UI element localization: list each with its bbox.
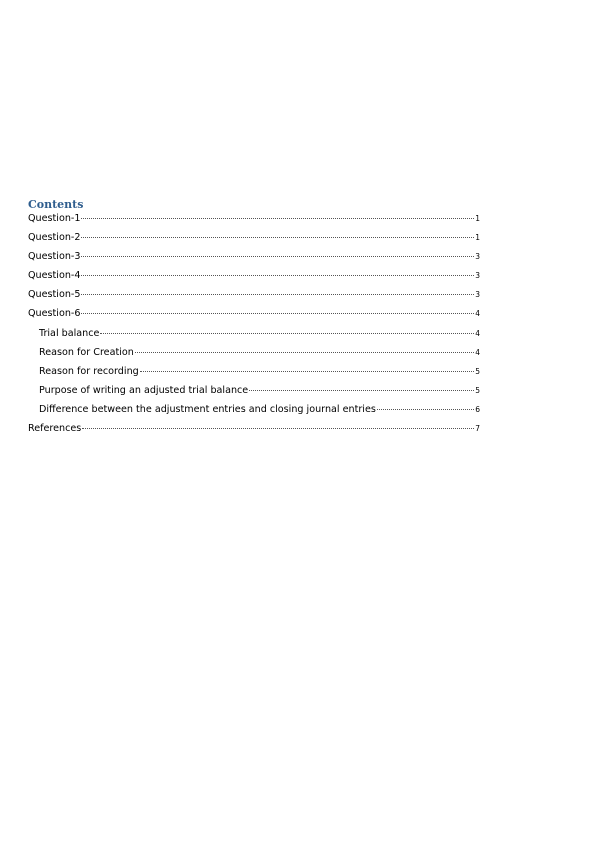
toc-entry-question-1[interactable] xyxy=(28,212,480,231)
toc-dot-leader xyxy=(81,313,474,314)
toc-dot-leader xyxy=(82,428,474,429)
toc-entry-label: Purpose of writing an adjusted trial balance xyxy=(39,384,249,396)
toc-entry-reason-for-creation[interactable] xyxy=(28,346,480,365)
table-of-contents xyxy=(28,212,480,441)
toc-page-number: 3 xyxy=(475,290,480,300)
toc-entry-label: Question-4 xyxy=(28,270,81,282)
toc-entry-question-5[interactable] xyxy=(28,288,480,307)
toc-page-number: 7 xyxy=(475,424,480,434)
toc-entry-label: Trial balance xyxy=(39,327,100,339)
toc-dot-leader xyxy=(100,333,474,334)
toc-dot-leader xyxy=(81,256,474,257)
toc-page-number: 4 xyxy=(475,309,480,319)
toc-entry-label: References xyxy=(28,423,82,435)
toc-page-number: 6 xyxy=(475,404,480,414)
toc-page-number: 4 xyxy=(475,328,480,338)
toc-page-number: 1 xyxy=(475,233,480,243)
toc-entry-trial-balance[interactable] xyxy=(28,327,480,346)
toc-entry-label: Difference between the adjustment entries and closing journal entries xyxy=(39,403,376,415)
toc-page-number: 3 xyxy=(475,252,480,262)
toc-entry-adjustment-vs-closing-entries[interactable] xyxy=(28,403,480,422)
toc-entry-label: Reason for Creation xyxy=(39,346,134,358)
toc-entry-label: Question-5 xyxy=(28,289,81,301)
toc-dot-leader xyxy=(81,218,474,219)
toc-entry-label: Question-2 xyxy=(28,232,81,244)
toc-dot-leader xyxy=(81,237,474,238)
toc-page-number: 1 xyxy=(475,214,480,223)
toc-dot-leader xyxy=(135,352,474,353)
toc-entry-question-3[interactable] xyxy=(28,250,480,269)
toc-heading: Contents xyxy=(28,198,84,211)
toc-dot-leader xyxy=(81,294,474,295)
toc-page-number: 3 xyxy=(475,271,480,281)
toc-entry-label: Reason for recording xyxy=(39,365,139,377)
toc-page-number: 5 xyxy=(475,366,480,376)
toc-dot-leader xyxy=(249,390,474,391)
toc-entry-label: Question-6 xyxy=(28,308,81,320)
toc-entry-adjusted-trial-balance-purpose[interactable] xyxy=(28,384,480,403)
toc-dot-leader xyxy=(140,371,474,372)
toc-entry-reason-for-recording[interactable] xyxy=(28,365,480,384)
toc-dot-leader xyxy=(81,275,474,276)
toc-entry-references[interactable] xyxy=(28,422,480,441)
toc-page-number: 5 xyxy=(475,385,480,395)
toc-entry-label: Question-1 xyxy=(28,213,81,224)
toc-entry-question-6[interactable] xyxy=(28,307,480,326)
toc-page-number: 4 xyxy=(475,347,480,357)
toc-entry-label: Question-3 xyxy=(28,251,81,263)
toc-dot-leader xyxy=(377,409,474,410)
toc-entry-question-4[interactable] xyxy=(28,269,480,288)
toc-entry-question-2[interactable] xyxy=(28,231,480,250)
